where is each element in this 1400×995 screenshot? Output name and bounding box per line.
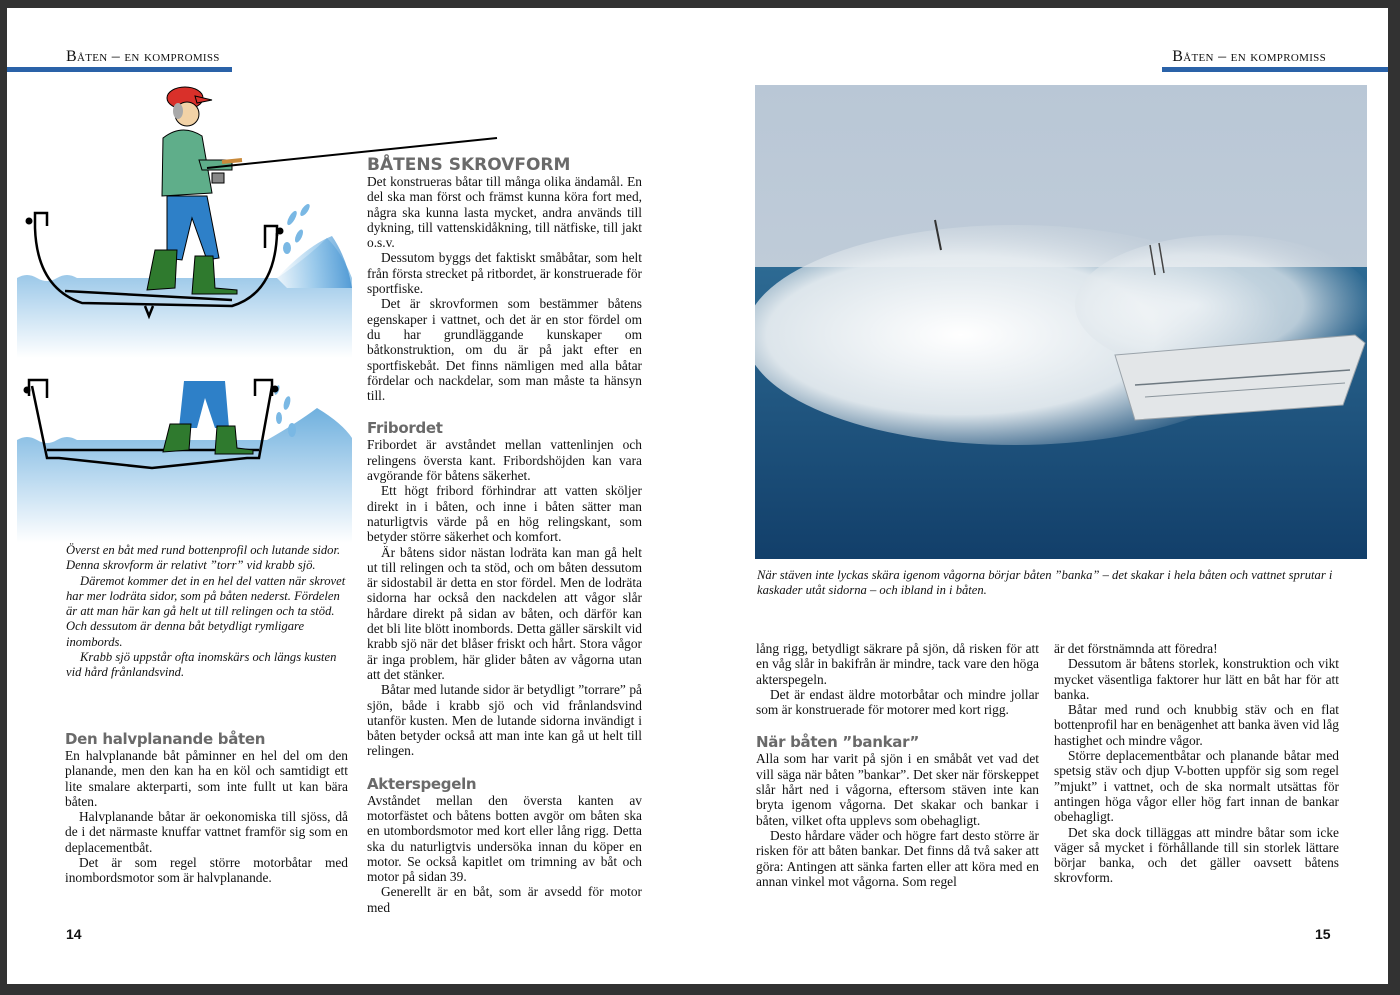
body-paragraph: Är båtens sidor nästan lodräta kan man gå helt ut till relingen och ta stöd, och om båten dessutom är sidostabil är detta en stor fördel. Men de lodräta sidorna har också den nackdelen att vågor slår hårdare direkt på sidan av båten, och därför kan det bli lite blött inombords. Detta gäller särskilt vid krabb sjö när det blåser friskt och hårt. Stora vågor är inga problem, här glider båten av vågorna utan att det stänker.: [367, 544, 642, 682]
section-heading: BÅTENS SKROVFORM: [367, 155, 571, 175]
section-heading: Akterspegeln: [367, 774, 477, 793]
boat-splash-photo: [755, 85, 1367, 559]
body-paragraph: Större deplacementbåtar och planande båtar med spetsig stäv och djup V-botten uppför sig som regel ”mjukt” i vattnet, och de ska normalt utsättas för antingen höga vågor eller hög fart innan de bankar obehagligt.: [1054, 748, 1339, 825]
body-paragraph: Halvplanande båtar är oekonomiska till sjöss, då de i det närmaste knuffar vattnet framför sig som en deplacementbåt.: [65, 809, 348, 855]
caption-paragraph: Överst en båt med rund bottenprofil och lutande sidor. Denna skrovform är relativt ”torr” vid krabb sjö.: [66, 543, 341, 573]
body-paragraph: Generellt är en båt, som är avsedd för motor med: [367, 884, 642, 915]
body-paragraph: Dessutom byggs det faktiskt småbåtar, som helt från första strecket på ritbordet, är konstruerade för sportfiske.: [367, 250, 642, 297]
right-text-column-1: [756, 641, 1039, 889]
body-paragraph: Det är endast äldre motorbåtar och mindre jollar som är konstruerade för motorer med kort rigg.: [756, 686, 1039, 718]
body-paragraph: Båtar med rund och knubbig stäv och en flat bottenprofil har en benägenhet att banka även vid låg hastighet och mindre vågor.: [1054, 702, 1339, 748]
running-head-right: Båten – en kompromiss: [1172, 48, 1326, 65]
body-paragraph: Båtar med lutande sidor är betydligt ”torrare” på sjön, både i krabb sjö och vid frånlandsvind utanför kusten. Men de lutande sidorna invändigt i båten betyder också att man inte kan gå ut helt till relingen.: [367, 682, 642, 759]
body-paragraph: Fribordet är avståndet mellan vattenlinjen och relingens översta kant. Fribordshöjden kan vara avgörande för båtens säkerhet.: [367, 437, 642, 484]
section-halvplanande: [65, 730, 348, 886]
body-paragraph: Dessutom är båtens storlek, konstruktion och vikt mycket väsentliga faktorer hur lätt en båt har för att banka.: [1054, 656, 1339, 702]
section-heading: När båten ”bankar”: [756, 733, 920, 752]
section-heading: Den halvplanande båten: [65, 730, 266, 748]
caption-paragraph: Däremot kommer det in en hel del vatten när skrovet har mer lodräta sidor, som på båten nederst. Fördelen är att man här kan gå helt ut till relingen och ta stöd. Och dessutom är denna båt betydligt rymligare inombords.: [66, 573, 346, 649]
right-text-column-2: [1054, 641, 1339, 886]
body-paragraph: Desto hårdare väder och högre fart desto större är risken för att båten bankar. Det finns då två saker att göra: Antingen att sänka farten eller att köra med en annan vinkel mot vågorna. Som regel: [756, 827, 1039, 889]
body-paragraph: lång rigg, betydligt säkrare på sjön, då risken för att en våg slår in bakifrån är mindre, tack vare den höga akterspegeln.: [756, 641, 1039, 687]
caption-paragraph: Krabb sjö uppstår ofta inomskärs och längs kusten vid hård frånlandsvind.: [66, 650, 337, 680]
body-paragraph: är det förstnämnda att föredra!: [1054, 641, 1218, 656]
book-spread: [7, 8, 1388, 984]
header-rule-right: [1162, 67, 1388, 72]
photo-caption: [757, 568, 1357, 599]
section-heading: Fribordet: [367, 419, 443, 438]
illustration-caption: [66, 543, 351, 681]
left-text-column: [367, 156, 642, 915]
caption-paragraph: När stäven inte lyckas skära igenom vågorna börjar båten ”banka” – det skakar i hela båten och vattnet sprutar i kaskader utåt sidorna – och ibland in i båten.: [757, 568, 1333, 598]
header-rule-left: [7, 67, 232, 72]
running-head-left: Båten – en kompromiss: [66, 48, 220, 65]
body-paragraph: Det konstrueras båtar till många olika ändamål. En del ska man först och främst kunna köra fort med, några ska kunna lasta mycket, andra används till dykning, till vattenskidåkning, till nätfiske, till jakt o.s.v.: [367, 174, 642, 251]
body-paragraph: Avståndet mellan den översta kanten av motorfästet och båtens botten avgör om båten ska en utombordsmotor med kort eller lång rigg. Detta ska du naturligtvis undersöka innan du köper en motor. Se också kapitlet om trimning av båt och motor på sidan 39.: [367, 792, 642, 885]
body-paragraph: Alla som har varit på sjön i en småbåt vet vad det vill säga när båten ”bankar”. Det sker när förskeppet slår hårt ned i vågorna, eftersom stäven inte kan bryta igenom vågorna. Det skakar och bankar i båten, vilket ofta upplevs som obehagligt.: [756, 751, 1039, 828]
body-paragraph: En halvplanande båt påminner en hel del om den planande, men den kan ha en köl och samtidigt ett lite smalare akterparti, som inte fullt ut kan bära båten.: [65, 748, 348, 809]
body-paragraph: Ett högt fribord förhindrar att vatten sköljer direkt in i båten, och inne i båten sätter man naturligtvis värde på en hög relingskant, som betyder större säkerhet och komfort.: [367, 483, 642, 545]
body-paragraph: Det är skrovformen som bestämmer båtens egenskaper i vattnet, och det är en stor fördel om du har grundläggande kunskaper om båtkonstruktion, om du är på jakt efter en sportfiskebåt. Det finns nämligen med alla båtar fördelar och nackdelar, som man måste ta hänsyn till.: [367, 296, 642, 404]
page-number-left: 14: [66, 926, 82, 942]
page-number-right: 15: [1315, 926, 1331, 942]
body-paragraph: Det är som regel större motorbåtar med inombordsmotor som är halvplanande.: [65, 855, 348, 886]
body-paragraph: Det ska dock tilläggas att mindre båtar som icke väger så mycket i förhållande till sin storlek lättare börjar banka, och det gäller oavsett båtens skrovform.: [1054, 824, 1339, 886]
